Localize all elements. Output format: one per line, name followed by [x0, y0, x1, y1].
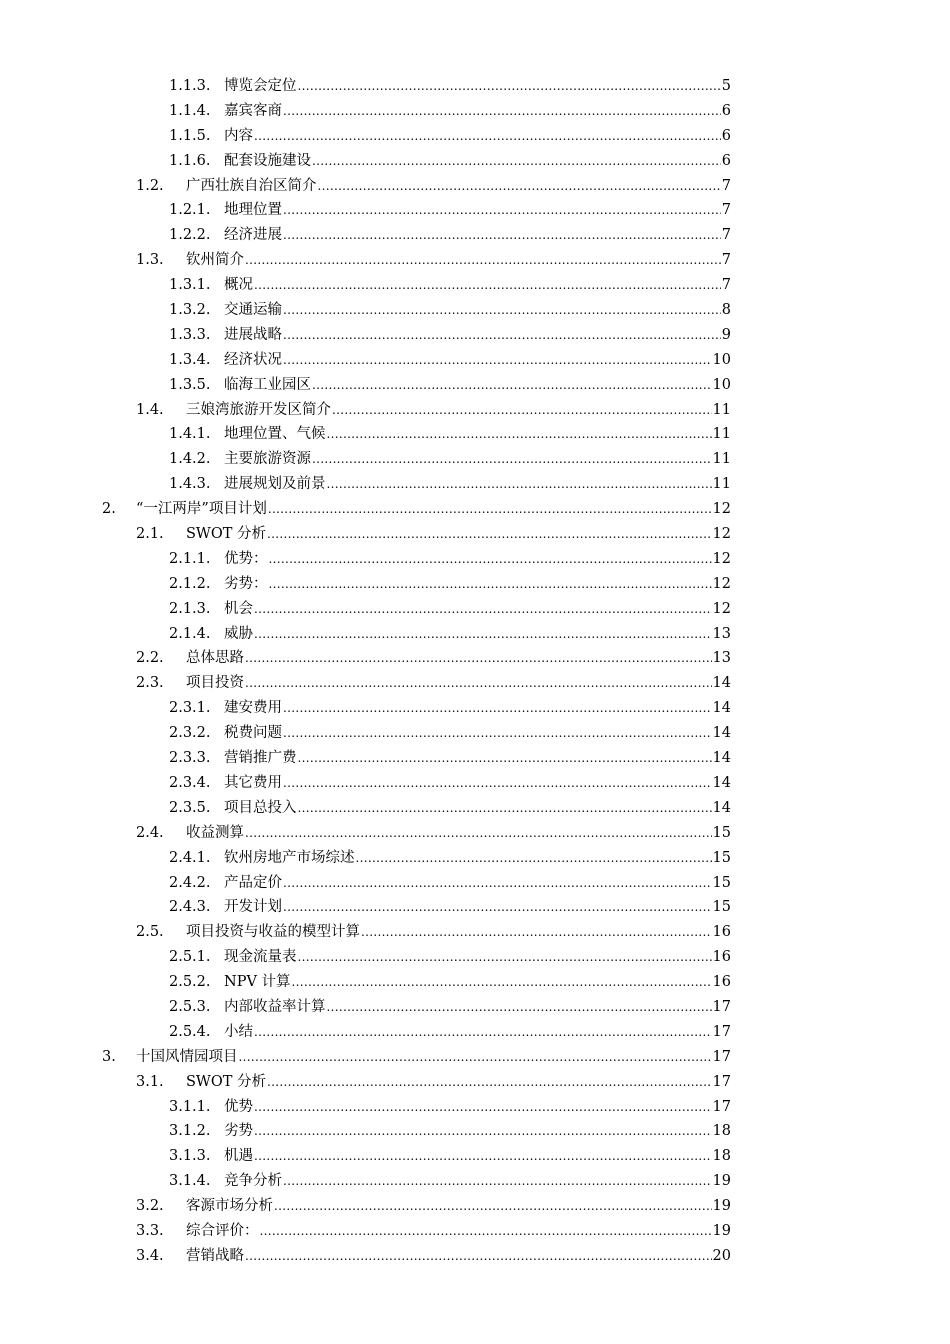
toc-entry[interactable] — [0, 696, 950, 721]
toc-entry[interactable] — [0, 323, 950, 348]
toc-entry[interactable] — [0, 1119, 950, 1144]
toc-dot-leader — [312, 149, 721, 174]
toc-dot-leader — [254, 1144, 712, 1169]
toc-dot-leader — [239, 1045, 712, 1070]
toc-entry-line — [186, 1219, 731, 1244]
toc-entry-number: 2.5. — [136, 924, 164, 941]
toc-entry-page: 9 — [721, 326, 731, 343]
toc-dot-leader — [268, 497, 712, 522]
toc-dot-leader — [283, 99, 721, 124]
toc-dot-leader — [245, 646, 712, 671]
toc-entry[interactable] — [0, 522, 950, 547]
toc-entry-line — [186, 522, 731, 547]
toc-dot-leader — [254, 1020, 712, 1045]
toc-entry[interactable] — [0, 1020, 950, 1045]
toc-entry-page: 16 — [712, 949, 731, 966]
toc-entry-page: 7 — [721, 227, 731, 244]
toc-entry-number: 1.4.1. — [169, 426, 211, 443]
toc-entry-line — [186, 248, 731, 273]
toc-entry-number: 2.2. — [136, 650, 164, 667]
toc-entry[interactable] — [0, 671, 950, 696]
toc-entry-title: 收益测算 — [186, 824, 244, 841]
toc-entry-title: 其它费用 — [224, 774, 282, 791]
toc-entry[interactable] — [0, 298, 950, 323]
toc-entry-title: 广西壮族自治区简介 — [186, 177, 317, 194]
toc-entry-page: 12 — [712, 501, 731, 518]
toc-entry[interactable] — [0, 995, 950, 1020]
toc-entry[interactable] — [0, 746, 950, 771]
toc-entry-number: 2.4.2. — [169, 874, 211, 891]
toc-entry-number: 1.1.4. — [169, 102, 211, 119]
toc-entry-title: 劣势： — [224, 575, 268, 592]
toc-entry-line — [224, 373, 731, 398]
toc-dot-leader — [292, 970, 712, 995]
toc-entry-page: 8 — [721, 302, 731, 319]
toc-dot-leader — [283, 771, 712, 796]
toc-entry-title: 税费问题 — [224, 725, 282, 742]
toc-dot-leader — [312, 447, 712, 472]
toc-entry-line — [224, 995, 731, 1020]
toc-dot-leader — [269, 572, 712, 597]
toc-entry-line — [224, 124, 731, 149]
toc-entry-line — [136, 1045, 731, 1070]
toc-entry[interactable] — [0, 771, 950, 796]
toc-dot-leader — [327, 472, 712, 497]
toc-entry-number: 2.3.2. — [169, 725, 211, 742]
toc-entry-page: 12 — [712, 575, 731, 592]
toc-entry-number: 1.3.5. — [169, 376, 211, 393]
toc-dot-leader — [298, 746, 712, 771]
toc-entry-number: 1.2. — [136, 177, 164, 194]
toc-entry-number: 1.4.3. — [169, 476, 211, 493]
toc-entry-number: 3.2. — [136, 1198, 164, 1215]
toc-entry-title: 机遇 — [224, 1148, 253, 1165]
toc-entry-title: NPV 计算 — [224, 974, 291, 991]
toc-entry-line — [224, 323, 731, 348]
toc-entry-page: 13 — [712, 625, 731, 642]
toc-entry-number: 2.5.1. — [169, 949, 211, 966]
toc-entry-title: 项目总投入 — [224, 799, 297, 816]
toc-dot-leader — [274, 1194, 712, 1219]
toc-entry-page: 7 — [721, 177, 731, 194]
toc-entry-line — [186, 1194, 731, 1219]
toc-entry-line — [224, 597, 731, 622]
toc-entry[interactable] — [0, 398, 950, 423]
toc-dot-leader — [298, 74, 721, 99]
toc-entry-page: 19 — [712, 1222, 731, 1239]
toc-entry-title: 现金流量表 — [224, 949, 297, 966]
toc-entry-title: SWOT 分析 — [186, 1073, 267, 1090]
toc-entry-page: 15 — [712, 849, 731, 866]
toc-dot-leader — [283, 348, 712, 373]
toc-entry-line — [224, 796, 731, 821]
toc-entry-number: 3. — [102, 1048, 116, 1065]
toc-entry[interactable] — [0, 721, 950, 746]
toc-dot-leader — [254, 597, 712, 622]
toc-entry-number: 3.1.4. — [169, 1173, 211, 1190]
toc-entry[interactable] — [0, 422, 950, 447]
toc-entry-title: 进展规划及前景 — [224, 476, 326, 493]
toc-entry-title: 机会 — [224, 600, 253, 617]
toc-dot-leader — [298, 796, 712, 821]
toc-dot-leader — [267, 1070, 712, 1095]
toc-dot-leader — [245, 248, 721, 273]
toc-entry-line — [136, 497, 731, 522]
toc-entry[interactable] — [0, 547, 950, 572]
toc-dot-leader — [361, 920, 712, 945]
toc-entry-number: 2.3. — [136, 675, 164, 692]
toc-entry-title: SWOT 分析 — [186, 526, 267, 543]
toc-entry-page: 14 — [712, 799, 731, 816]
toc-entry[interactable] — [0, 846, 950, 871]
toc-entry-page: 14 — [712, 700, 731, 717]
toc-entry-title: 经济进展 — [224, 227, 282, 244]
toc-entry-page: 14 — [712, 774, 731, 791]
toc-entry[interactable] — [0, 1244, 950, 1269]
toc-entry-title: 营销战略 — [186, 1247, 244, 1264]
toc-dot-leader — [245, 671, 712, 696]
toc-entry-number: 2.4.3. — [169, 899, 211, 916]
toc-entry-line — [224, 74, 731, 99]
toc-entry-title: 综合评价： — [186, 1222, 259, 1239]
toc-entry-line — [186, 646, 731, 671]
toc-dot-leader — [298, 945, 712, 970]
toc-entry-title: 竞争分析 — [224, 1173, 282, 1190]
toc-entry-page: 7 — [721, 252, 731, 269]
toc-entry[interactable] — [0, 945, 950, 970]
toc-dot-leader — [283, 895, 712, 920]
toc-dot-leader — [267, 522, 712, 547]
toc-entry-page: 10 — [712, 376, 731, 393]
toc-entry-number: 1.1.6. — [169, 152, 211, 169]
toc-entry[interactable] — [0, 373, 950, 398]
toc-entry[interactable] — [0, 821, 950, 846]
toc-entry-number: 2.1.3. — [169, 600, 211, 617]
toc-entry-page: 15 — [712, 824, 731, 841]
toc-entry-title: 地理位置 — [224, 202, 282, 219]
toc-dot-leader — [269, 547, 712, 572]
toc-entry[interactable] — [0, 646, 950, 671]
toc-entry-line — [224, 572, 731, 597]
toc-entry-number: 3.1.1. — [169, 1098, 211, 1115]
toc-dot-leader — [283, 323, 721, 348]
toc-entry-line — [224, 871, 731, 896]
toc-entry-title: 项目投资 — [186, 675, 244, 692]
toc-entry-line — [224, 447, 731, 472]
toc-entry-page: 11 — [712, 451, 731, 468]
toc-entry-number: 2. — [102, 501, 116, 518]
toc-entry-number: 2.5.3. — [169, 998, 211, 1015]
toc-entry-page: 14 — [712, 675, 731, 692]
toc-entry-title: 临海工业园区 — [224, 376, 311, 393]
toc-entry-page: 17 — [712, 1023, 731, 1040]
toc-entry[interactable] — [0, 248, 950, 273]
toc-entry[interactable] — [0, 871, 950, 896]
toc-entry-number: 1.2.1. — [169, 202, 211, 219]
toc-entry-line — [224, 1169, 731, 1194]
toc-entry-line — [224, 223, 731, 248]
toc-entry-title: 劣势 — [224, 1123, 253, 1140]
toc-entry-number: 2.3.1. — [169, 700, 211, 717]
toc-dot-leader — [283, 1169, 712, 1194]
toc-entry-page: 15 — [712, 874, 731, 891]
toc-dot-leader — [283, 298, 721, 323]
toc-entry-title: 内部收益率计算 — [224, 998, 326, 1015]
toc-entry-line — [186, 174, 731, 199]
toc-dot-leader — [254, 124, 721, 149]
toc-dot-leader — [327, 422, 712, 447]
toc-entry[interactable] — [0, 124, 950, 149]
toc-entry-title: 进展战略 — [224, 326, 282, 343]
toc-entry-number: 2.5.2. — [169, 974, 211, 991]
toc-entry-title: 主要旅游资源 — [224, 451, 311, 468]
toc-entry-page: 16 — [712, 974, 731, 991]
toc-entry-title: 三娘湾旅游开发区简介 — [186, 401, 331, 418]
toc-entry[interactable] — [0, 920, 950, 945]
toc-entry-line — [224, 696, 731, 721]
toc-entry-number: 1.2.2. — [169, 227, 211, 244]
toc-dot-leader — [254, 1095, 712, 1120]
toc-entry-title: 优势 — [224, 1098, 253, 1115]
toc-entry-line — [224, 895, 731, 920]
toc-entry[interactable] — [0, 1045, 950, 1070]
toc-entry-line — [186, 671, 731, 696]
toc-entry-title: 开发计划 — [224, 899, 282, 916]
toc-entry-line — [224, 622, 731, 647]
toc-entry-page: 20 — [712, 1247, 731, 1264]
toc-entry-page: 19 — [712, 1198, 731, 1215]
toc-entry-line — [224, 149, 731, 174]
toc-entry-page: 17 — [712, 1098, 731, 1115]
toc-entry-line — [186, 1244, 731, 1269]
toc-entry-number: 2.1.2. — [169, 575, 211, 592]
toc-entry[interactable] — [0, 1219, 950, 1244]
toc-dot-leader — [283, 721, 712, 746]
toc-entry-page: 11 — [712, 401, 731, 418]
toc-entry-page: 11 — [712, 426, 731, 443]
toc-entry[interactable] — [0, 99, 950, 124]
toc-entry-number: 2.4. — [136, 824, 164, 841]
toc-entry-number: 1.3.1. — [169, 277, 211, 294]
toc-dot-leader — [245, 1244, 712, 1269]
toc-entry-title: 建安费用 — [224, 700, 282, 717]
toc-entry-title: 小结 — [224, 1023, 253, 1040]
toc-entry-page: 10 — [712, 351, 731, 368]
toc-entry[interactable] — [0, 572, 950, 597]
toc-entry-line — [186, 821, 731, 846]
toc-entry-number: 1.4. — [136, 401, 164, 418]
toc-entry-number: 2.3.3. — [169, 750, 211, 767]
toc-entry[interactable] — [0, 1095, 950, 1120]
toc-dot-leader — [283, 223, 721, 248]
toc-entry[interactable] — [0, 149, 950, 174]
toc-entry-line — [224, 1095, 731, 1120]
toc-entry-page: 14 — [712, 750, 731, 767]
toc-entry-line — [224, 422, 731, 447]
toc-entry-number: 1.3.2. — [169, 302, 211, 319]
toc-entry[interactable] — [0, 1194, 950, 1219]
toc-entry-line — [224, 721, 731, 746]
toc-entry-title: 十国风情园项目 — [136, 1048, 238, 1065]
toc-entry[interactable] — [0, 597, 950, 622]
toc-entry-number: 2.1.4. — [169, 625, 211, 642]
toc-entry-line — [224, 1144, 731, 1169]
toc-dot-leader — [254, 1119, 712, 1144]
toc-entry-page: 15 — [712, 899, 731, 916]
toc-entry[interactable] — [0, 796, 950, 821]
toc-entry-title: 配套设施建设 — [224, 152, 311, 169]
toc-entry-line — [224, 198, 731, 223]
toc-entry-page: 16 — [712, 924, 731, 941]
toc-entry-number: 1.3. — [136, 252, 164, 269]
toc-entry-page: 7 — [721, 202, 731, 219]
toc-entry[interactable] — [0, 198, 950, 223]
toc-entry-line — [224, 348, 731, 373]
toc-entry-title: 交通运输 — [224, 302, 282, 319]
toc-entry-line — [224, 846, 731, 871]
toc-dot-leader — [327, 995, 712, 1020]
toc-entry-page: 7 — [721, 277, 731, 294]
toc-entry-number: 3.3. — [136, 1222, 164, 1239]
toc-entry-page: 12 — [712, 600, 731, 617]
toc-entry[interactable] — [0, 348, 950, 373]
toc-entry-number: 2.3.4. — [169, 774, 211, 791]
toc-entry-title: 内容 — [224, 127, 253, 144]
toc-entry[interactable] — [0, 895, 950, 920]
toc-entry-title: 概况 — [224, 277, 253, 294]
toc-entry-number: 2.1. — [136, 526, 164, 543]
toc-entry-title: 营销推广费 — [224, 750, 297, 767]
toc-dot-leader — [283, 871, 712, 896]
toc-entry-title: 嘉宾客商 — [224, 102, 282, 119]
toc-entry[interactable] — [0, 497, 950, 522]
toc-entry-line — [224, 1119, 731, 1144]
toc-entry[interactable] — [0, 970, 950, 995]
toc-entry-number: 2.1.1. — [169, 550, 211, 567]
toc-entry-page: 12 — [712, 526, 731, 543]
toc-entry-page: 12 — [712, 550, 731, 567]
toc-entry-title: 总体思路 — [186, 650, 244, 667]
toc-entry-number: 3.1.3. — [169, 1148, 211, 1165]
toc-dot-leader — [283, 696, 712, 721]
toc-entry-title: 优势： — [224, 550, 268, 567]
toc-entry-line — [224, 99, 731, 124]
toc-entry-number: 1.1.3. — [169, 78, 211, 94]
toc-entry-number: 3.1.2. — [169, 1123, 211, 1140]
toc-entry-line — [186, 398, 731, 423]
toc-entry-number: 1.3.4. — [169, 351, 211, 368]
toc-entry-title: 项目投资与收益的模型计算 — [186, 924, 360, 941]
toc-entry-title: 客源市场分析 — [186, 1198, 273, 1215]
toc-entry[interactable] — [0, 74, 950, 99]
toc-entry-page: 6 — [721, 127, 731, 144]
toc-entry-number: 2.5.4. — [169, 1023, 211, 1040]
toc-dot-leader — [254, 622, 712, 647]
toc-entry-line — [224, 298, 731, 323]
toc-dot-leader — [318, 174, 721, 199]
toc-entry-number: 1.4.2. — [169, 451, 211, 468]
toc-entry-title: 钦州房地产市场综述 — [224, 849, 355, 866]
toc-dot-leader — [332, 398, 712, 423]
toc-entry-line — [224, 547, 731, 572]
toc-entry-number: 1.1.5. — [169, 127, 211, 144]
toc-dot-leader — [260, 1219, 712, 1244]
toc-entry[interactable] — [0, 223, 950, 248]
toc-entry-title: 钦州简介 — [186, 252, 244, 269]
toc-entry-line — [224, 472, 731, 497]
toc-entry-page: 18 — [712, 1123, 731, 1140]
toc-entry-line — [186, 920, 731, 945]
toc-entry[interactable] — [0, 1144, 950, 1169]
toc-entry-page: 11 — [712, 476, 731, 493]
table-of-contents — [0, 74, 950, 1269]
toc-entry-page: 5 — [721, 78, 731, 94]
toc-entry-number: 1.3.3. — [169, 326, 211, 343]
toc-entry-title: “一江两岸”项目计划 — [136, 501, 267, 518]
toc-entry-line — [186, 1070, 731, 1095]
toc-entry-line — [224, 273, 731, 298]
toc-dot-leader — [356, 846, 712, 871]
toc-entry-page: 17 — [712, 1073, 731, 1090]
toc-entry-page: 17 — [712, 998, 731, 1015]
toc-entry-page: 6 — [721, 102, 731, 119]
toc-entry[interactable] — [0, 447, 950, 472]
toc-entry-number: 2.3.5. — [169, 799, 211, 816]
toc-entry-title: 产品定价 — [224, 874, 282, 891]
toc-entry-number: 3.1. — [136, 1073, 164, 1090]
toc-dot-leader — [283, 198, 721, 223]
toc-entry-title: 地理位置、气候 — [224, 426, 326, 443]
toc-dot-leader — [312, 373, 712, 398]
toc-entry-line — [224, 1020, 731, 1045]
toc-entry-page: 17 — [712, 1048, 731, 1065]
toc-entry-title: 博览会定位 — [224, 78, 297, 94]
toc-entry-page: 13 — [712, 650, 731, 667]
toc-entry-page: 6 — [721, 152, 731, 169]
toc-entry[interactable] — [0, 1169, 950, 1194]
toc-entry[interactable] — [0, 622, 950, 647]
toc-entry[interactable] — [0, 273, 950, 298]
toc-entry[interactable] — [0, 472, 950, 497]
toc-entry-line — [224, 746, 731, 771]
toc-dot-leader — [254, 273, 721, 298]
toc-entry-page: 19 — [712, 1173, 731, 1190]
toc-entry-title: 威胁 — [224, 625, 253, 642]
toc-entry-line — [224, 945, 731, 970]
toc-entry-number: 2.4.1. — [169, 849, 211, 866]
toc-entry-page: 14 — [712, 725, 731, 742]
toc-entry-page: 18 — [712, 1148, 731, 1165]
toc-entry-line — [224, 771, 731, 796]
toc-entry-title: 经济状况 — [224, 351, 282, 368]
toc-entry[interactable] — [0, 174, 950, 199]
toc-entry-line — [224, 970, 731, 995]
toc-entry-number: 3.4. — [136, 1247, 164, 1264]
toc-dot-leader — [245, 821, 712, 846]
toc-entry[interactable] — [0, 1070, 950, 1095]
